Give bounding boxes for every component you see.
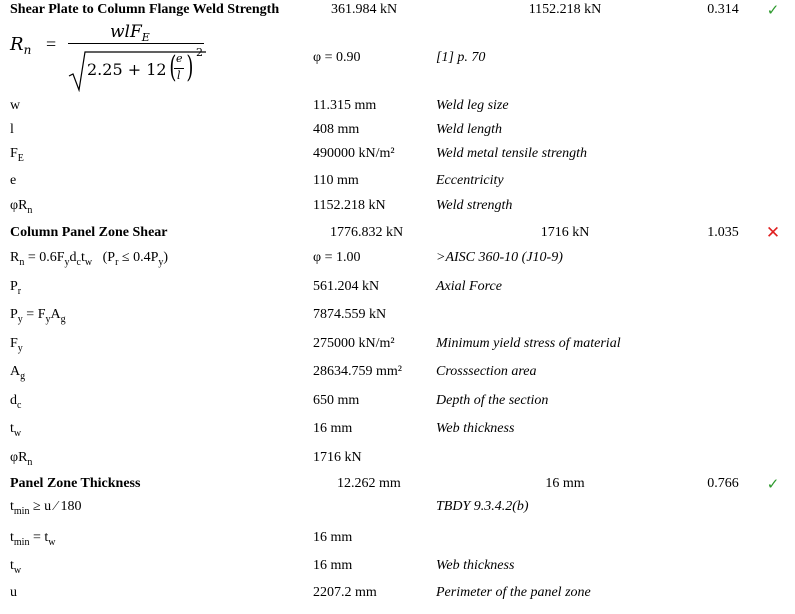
reference-text: [1] p. 70 bbox=[436, 50, 486, 65]
section-title: Panel Zone Thickness bbox=[10, 476, 141, 491]
section-title: Column Panel Zone Shear bbox=[10, 225, 168, 240]
ratio-value: 0.314 bbox=[707, 2, 739, 17]
check-fail-icon: ✕ bbox=[765, 223, 781, 243]
reference-text: >AISC 360-10 (J10-9) bbox=[436, 250, 563, 265]
weld-strength-formula: $R_n$ = wlF$_E$ 2.25 + 12 ( e l ) 2 bbox=[10, 22, 210, 94]
reference-text: TBDY 9.3.4.2(b) bbox=[436, 499, 529, 514]
demand-value: 1776.832 kN bbox=[330, 225, 404, 240]
phi-factor: φ = 0.90 bbox=[313, 50, 361, 65]
capacity-value: 16 mm bbox=[545, 476, 585, 491]
demand-value: 12.262 mm bbox=[337, 476, 401, 491]
demand-value: 361.984 kN bbox=[331, 2, 398, 17]
capacity-value: 1716 kN bbox=[540, 225, 590, 240]
capacity-value: 1152.218 kN bbox=[528, 2, 602, 17]
panel-shear-formula: $R_n = 0.6F_yd_ct_w$ $(P_r \le 0.4P_y)$ bbox=[10, 250, 169, 268]
phi-factor: φ = 1.00 bbox=[313, 250, 361, 265]
ratio-value: 1.035 bbox=[707, 225, 739, 240]
thickness-formula: $t_{min} \ge u$ ⁄ 180 bbox=[10, 499, 82, 517]
section-title: Shear Plate to Column Flange Weld Strength bbox=[10, 2, 280, 17]
check-pass-icon: ✓ bbox=[766, 1, 780, 19]
check-pass-icon: ✓ bbox=[766, 475, 780, 493]
ratio-value: 0.766 bbox=[707, 476, 739, 491]
